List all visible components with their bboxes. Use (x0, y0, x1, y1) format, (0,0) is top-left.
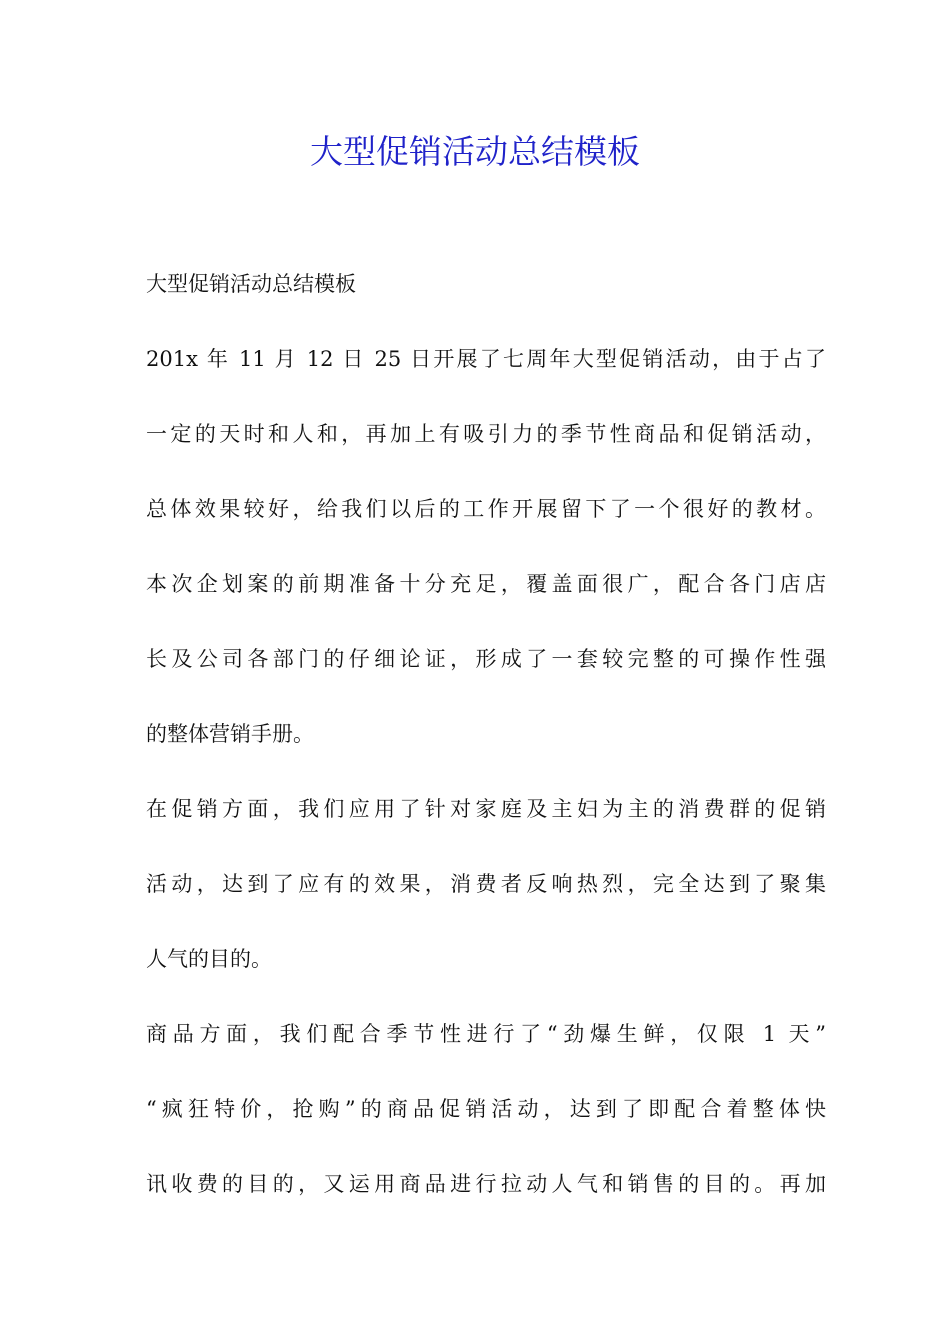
paragraph-line-4: 总体效果较好，给我们以后的工作开展留下了一个很好的教材。 (146, 497, 826, 521)
paragraph-line-7: 的整体营销手册。 (146, 722, 314, 746)
paragraph-line-13: 讯收费的目的，又运用商品进行拉动人气和销售的目的。再加 (146, 1172, 826, 1196)
paragraph-line-8: 在促销方面，我们应用了针对家庭及主妇为主的消费群的促销 (146, 797, 826, 821)
paragraph-line-10: 人气的目的。 (146, 947, 272, 971)
paragraph-line-2: 201x 年 11 月 12 日 25 日开展了七周年大型促销活动，由于占了 (146, 347, 826, 371)
paragraph-line-9: 活动，达到了应有的效果，消费者反响热烈，完全达到了聚集 (146, 872, 826, 896)
paragraph-line-5: 本次企划案的前期准备十分充足，覆盖面很广，配合各门店店 (146, 572, 826, 596)
paragraph-line-11: 商品方面，我们配合季节性进行了“劲爆生鲜，仅限 1 天” (146, 1022, 826, 1046)
paragraph-line-1: 大型促销活动总结模板 (146, 272, 356, 296)
paragraph-line-6: 长及公司各部门的仔细论证，形成了一套较完整的可操作性强 (146, 647, 826, 671)
document-title: 大型促销活动总结模板 (310, 132, 640, 171)
paragraph-line-3: 一定的天时和人和，再加上有吸引力的季节性商品和促销活动， (146, 422, 826, 446)
paragraph-line-12: “疯狂特价，抢购”的商品促销活动，达到了即配合着整体快 (146, 1097, 826, 1121)
